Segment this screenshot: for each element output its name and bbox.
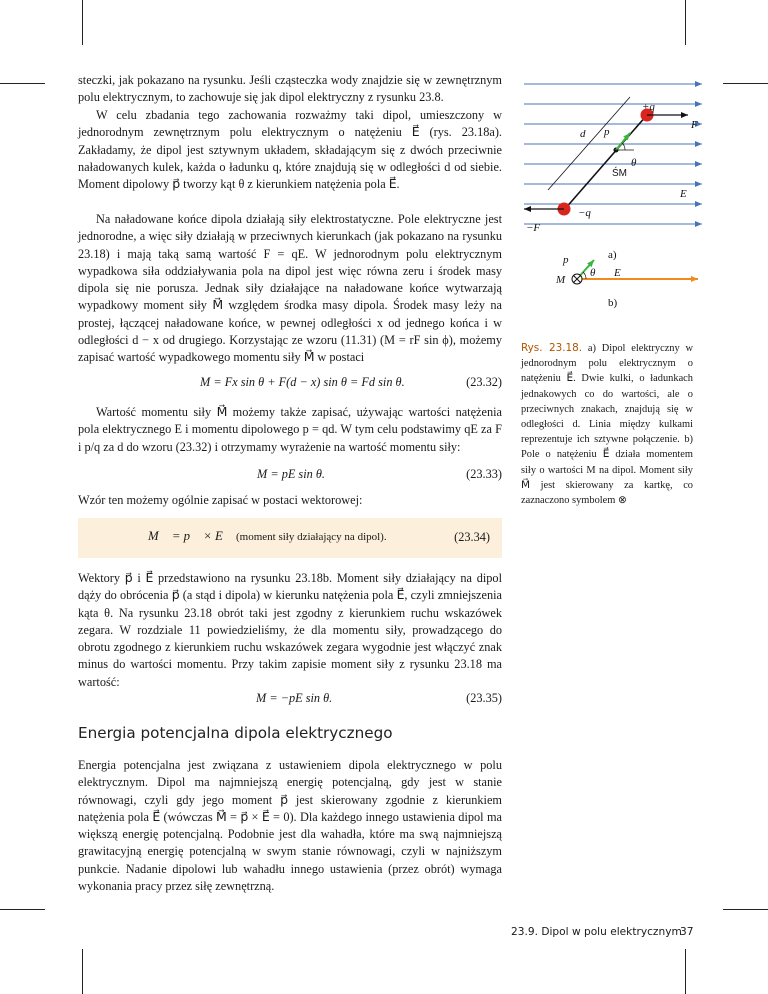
equation-number: (23.32)	[466, 375, 502, 389]
label-moment: M⃗	[556, 274, 574, 286]
paragraph-forces	[78, 211, 502, 367]
paragraph-rotation: Wektory p⃗ i E⃗ przedstawiono na rysunku 23.18b. Moment siły działający na dipol dąży do obrócenia p⃗ (a stąd i dipola) w kierunku natężenia pola E⃗, czyli zmniejszenia kąta θ. Na rysunku 23.18 obrót taki jest zgodny z kierunkiem ruchu wskazówek zegara. W rozdziale 11 powiedzieliśmy, że dla momentu siły, prowadzącego do obrotu zgodnego z kierunkiem ruchu wskazówek zegara wygodnie jest włączyć znak minus do wartości momentu. Przy takim zapisie moment siły z rysunku 23.18 ma wartość:	[78, 571, 502, 689]
boxed-equation-23-34	[78, 518, 502, 558]
section-heading: Energia potencjalna dipola elektrycznego	[78, 724, 393, 742]
label-theta-b: θ	[590, 267, 596, 279]
label-negative-force: −F⃗	[526, 222, 549, 234]
label-theta: θ	[631, 157, 637, 169]
label-center-of-mass: ŚM	[612, 168, 627, 179]
caption-label: Rys. 23.18.	[521, 342, 583, 354]
panel-label-b: b)	[608, 297, 618, 309]
page-number: 37	[680, 926, 694, 938]
label-p: p⃗	[604, 126, 619, 138]
crop-mark	[0, 909, 45, 910]
equation-number: (23.34)	[454, 530, 490, 544]
paragraph-energy: Energia potencjalna jest związana z ustawieniem dipola elektrycznego w polu elektrycznym. Dipol ma najmniejszą energię potencjalną, gdy jest w stanie równowagi, czyli gdy jego moment p⃗ jest skierowany zgodnie z kierunkiem natężenia pola E⃗ (wówczas M⃗ = p⃗ × E⃗ = 0). Dla każdego innego ustawienia dipol ma większą energię potencjalną. Podobnie jest dla wahadła, które ma swą najmniejszą grawitacyjną energię potencjalną w swym stanie równowagi, czyli w najniższym punkcie. Nadanie dipolowi lub wahadłu innego ustawienia (przez obrót) wymaga wykonania pracy przez siłę zewnętrzną.	[78, 758, 502, 894]
label-d: d	[580, 128, 586, 140]
paragraph-moment-text: Wartość momentu siły M⃗ możemy także zapisać, używając wartości natężenia pola elektrycznego E i momentu dipolowego p = qd. W tym celu podstawimy qE za F i p/q za d do wzoru (23.32) i otrzymamy wyrażenie na wartość momentu siły:	[78, 405, 502, 454]
crop-mark	[723, 83, 768, 84]
label-force: F⃗	[691, 119, 707, 131]
crop-mark	[685, 0, 686, 45]
label-minus-q: −q	[578, 207, 591, 219]
equation-comment: (moment siły działający na dipol).	[236, 531, 387, 543]
paragraph-intro: steczki, jak pokazano na rysunku. Jeśli cząsteczka wody znajdzie się w zewnętrznym polu elektrycznym, to zachowuje się jak dipol elektryczny z rysunku 23.8.	[78, 73, 502, 105]
crop-mark	[0, 83, 45, 84]
caption-text: a) Dipol elektryczny w jednorodnym polu elektrycznym o natężeniu E⃗. Dwie kulki, o ładunkach jednakowych co do wartości, ale o przeciwnych znakach, znajdują się w odległości d. Linia między kulkami reprezentuje ich sztywne połączenie. b) Pole o natężeniu E⃗ działa momentem siły o wartości M na dipol. Moment siły M⃗ jest skierowany za kartkę, co zaznaczono symbolem ⊗	[521, 343, 693, 507]
paragraph-setup-text: W celu zbadania tego zachowania rozważmy taki dipol, umieszczony w jednorodnym zewnętrznym polu elektrycznym o natężeniu E⃗ (rys. 23.18a). Zakładamy, że dipol jest sztywnym układem, składającym się z dwóch przeciwnie naładowanych kulek, każda o ładunku q, które znajdują się w odległości d od siebie. Moment dipolowy p⃗ tworzy kąt θ z kierunkiem natężenia pola E⃗.	[78, 108, 502, 192]
figure-dipole	[520, 72, 710, 322]
figure-caption	[521, 341, 693, 508]
label-p-b: p⃗	[563, 254, 578, 266]
panel-label-a: a)	[608, 249, 617, 261]
label-field-b: E⃗	[614, 267, 630, 279]
paragraph-vector-intro: Wzór ten możemy ogólnie zapisać w postaci wektorowej:	[78, 493, 363, 507]
running-footer-section: 23.9. Dipol w polu elektrycznym	[511, 926, 682, 938]
paragraph-setup	[78, 107, 502, 193]
equation-23-33: M = pE sin θ.	[257, 467, 325, 481]
equation-23-32: M = Fx sin θ + F(d − x) sin θ = Fd sin θ.	[200, 375, 405, 389]
equation-23-35: M = −pE sin θ.	[256, 691, 333, 705]
paragraph-forces-text: Na naładowane końce dipola działają siły elektrostatyczne. Pole elektryczne jest jednorodne, a więc siły działają w przeciwnych kierunkach (jak pokazano na rysunku 23.18) i mają taką samą wartość F = qE. W jednorodnym polu elektrycznym wypadkowa siła oddziaływania pola na dipol jest więc równa zeru i środek masy dipola się nie porusza. Jednak siły działające na naładowane końce wytwarzają wypadkowy moment siły M⃗ względem środka masy dipola. Środek masy leży na prostej, łączącej naładowane końce, w pewnej odległości x od jednego końca i w odległości d − x od drugiego. Korzystając ze wzoru (11.31) (M = rF sin ϕ), możemy zapisać wartość wypadkowego momentu siły M⃗ w postaci	[78, 212, 502, 365]
crop-mark	[723, 909, 768, 910]
crop-mark	[82, 949, 83, 994]
equation-23-34: M⃗ = p⃗ × E⃗	[148, 529, 233, 543]
paragraph-moment	[78, 404, 502, 456]
label-plus-q: +q	[642, 101, 655, 113]
label-field: E⃗	[680, 188, 696, 200]
equation-number: (23.35)	[466, 691, 502, 705]
crop-mark	[685, 949, 686, 994]
crop-mark	[82, 0, 83, 45]
equation-number: (23.33)	[466, 467, 502, 481]
dipole-moment-arrow	[616, 133, 630, 150]
